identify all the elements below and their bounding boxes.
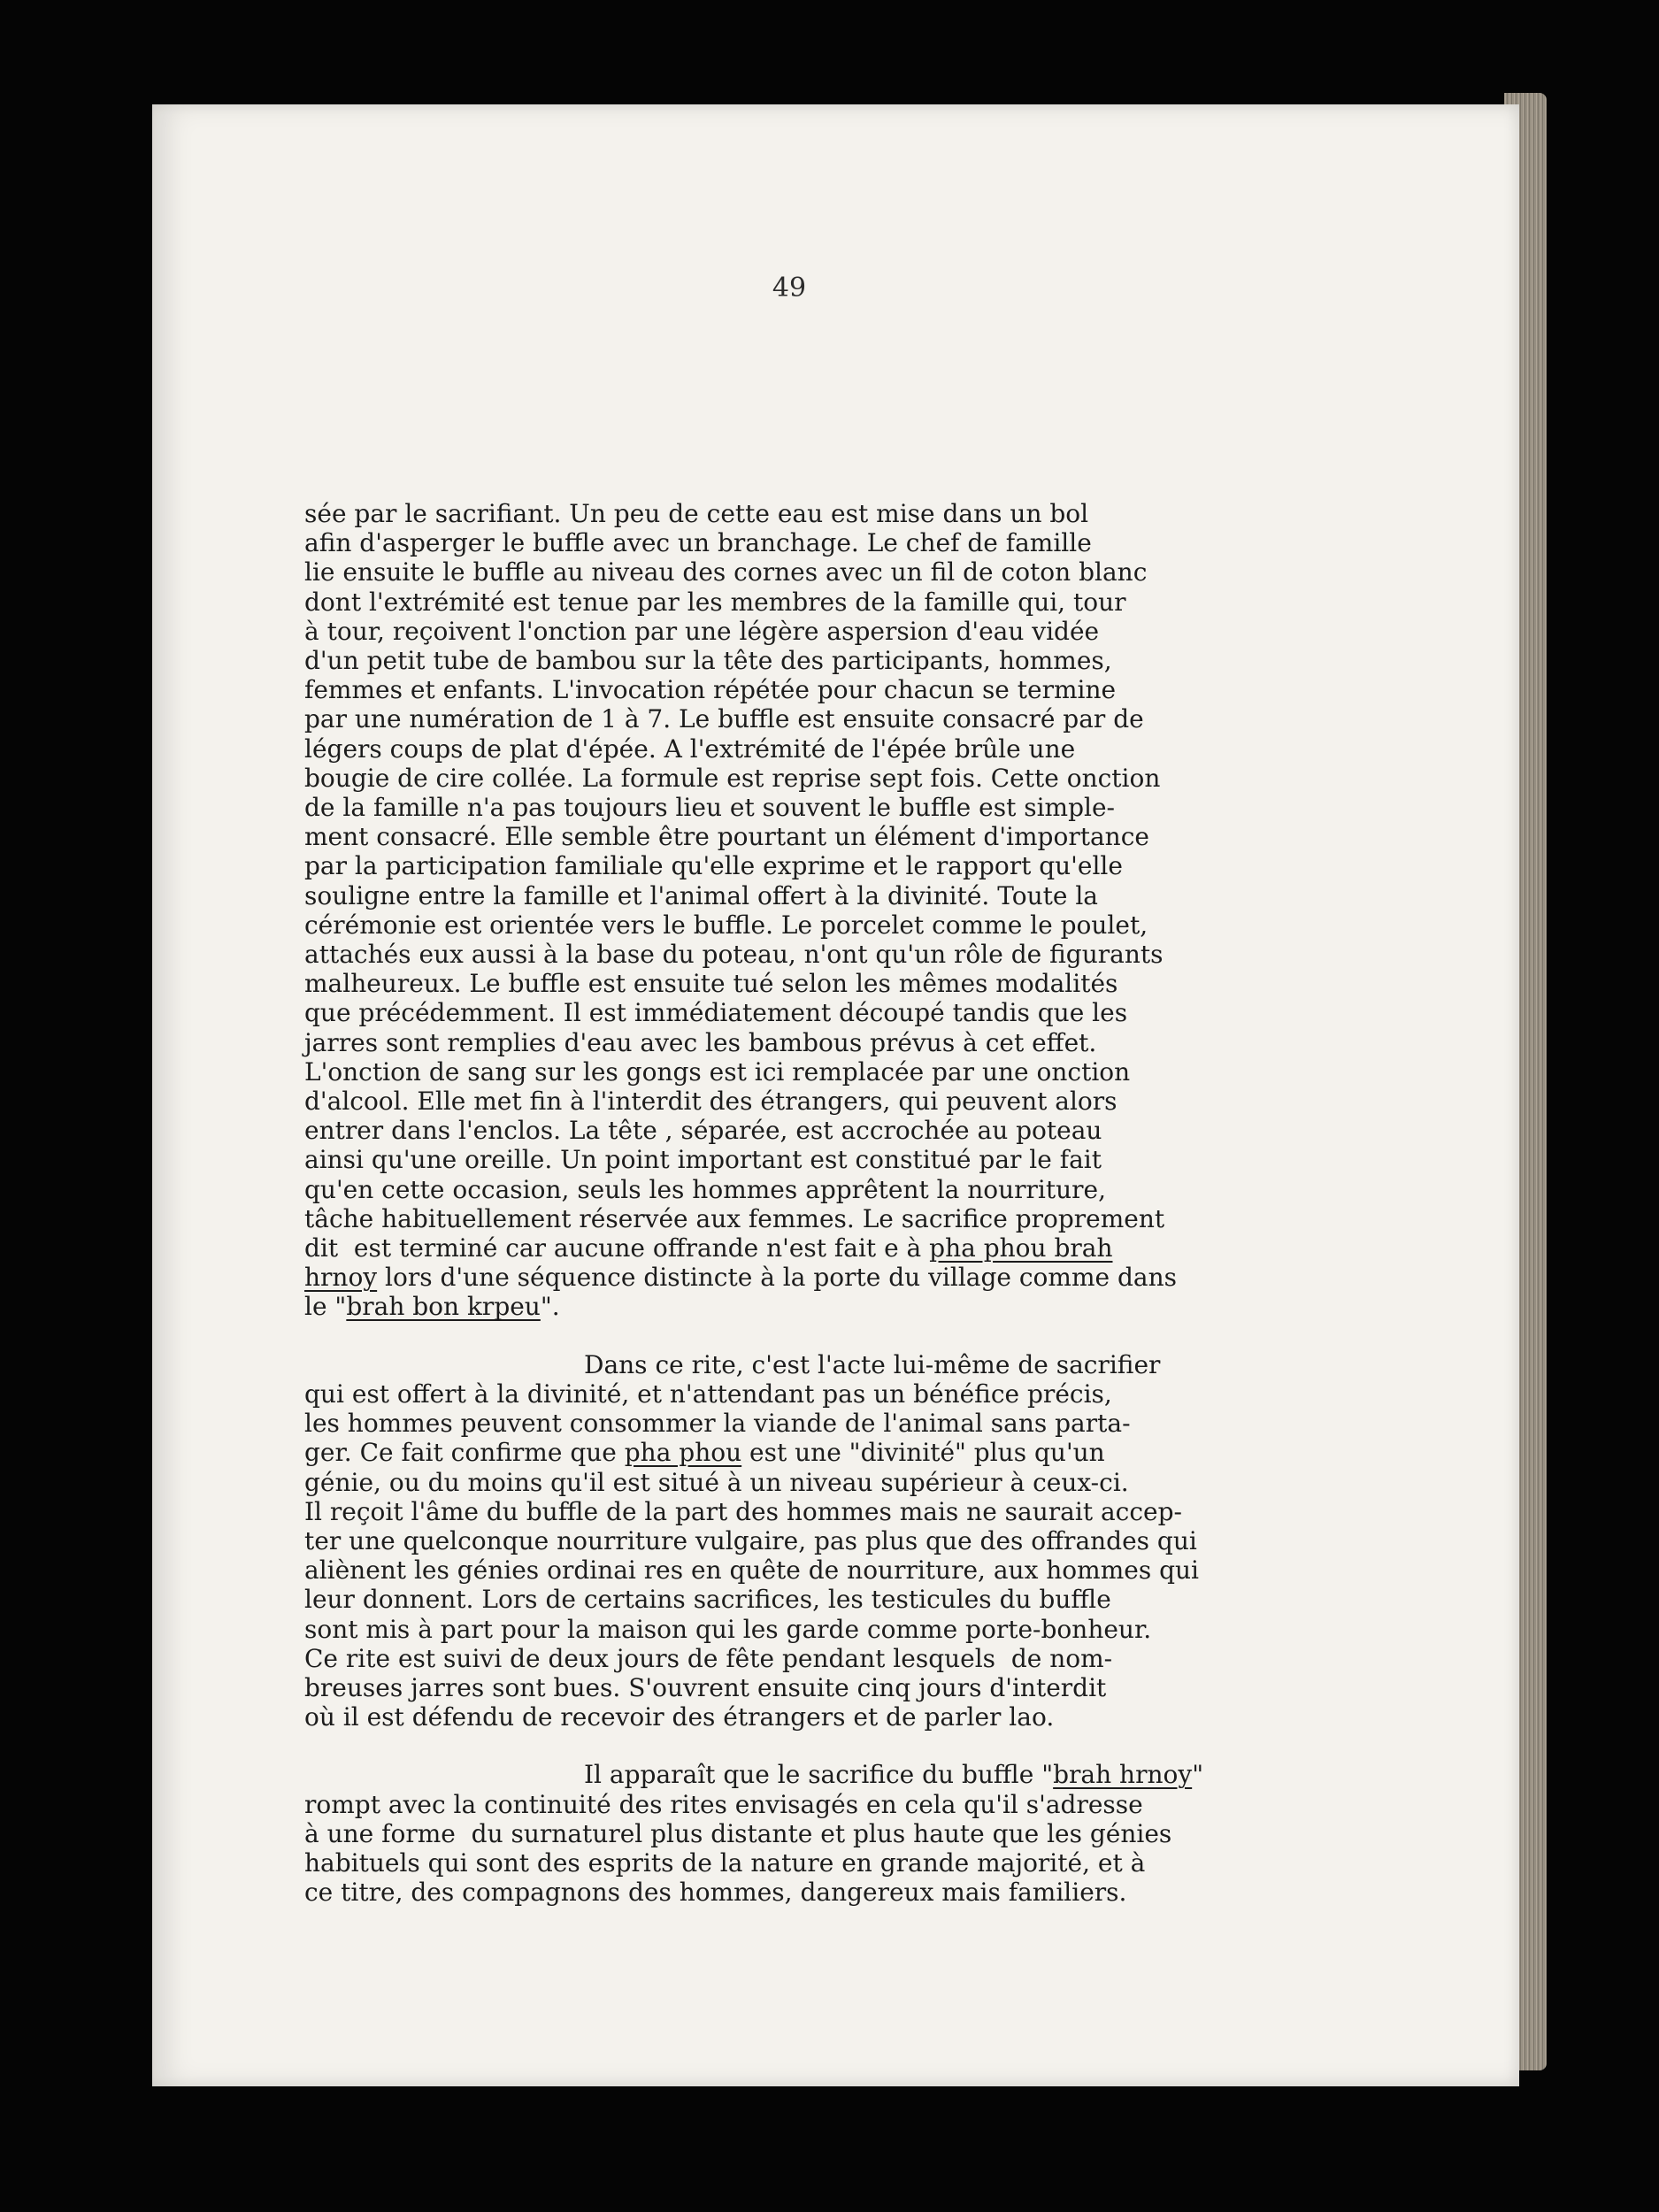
text-segment: afin d'asperger le buffle avec un branchage. Le chef de famille: [304, 528, 1092, 558]
text-segment: légers coups de plat d'épée. A l'extrémité de l'épée brûle une: [304, 733, 1076, 764]
text-line: [304, 675, 1508, 704]
text-line: [304, 881, 1508, 910]
text-segment: entrer dans l'enclos. La tête , séparée, est accrochée au poteau: [304, 1116, 1102, 1146]
text-line: [304, 1760, 1508, 1789]
text-line: [304, 1292, 1508, 1321]
text-segment: leur donnent. Lors de certains sacrifices, les testicules du buffle: [304, 1585, 1111, 1615]
text-line: [304, 1526, 1508, 1555]
text-line: [304, 1438, 1508, 1467]
text-segment: à tour, reçoivent l'onction par une légère aspersion d'eau vidée: [304, 616, 1100, 646]
text-segment: où il est défendu de recevoir des étrangers et de parler lao.: [304, 1702, 1055, 1732]
text-line: [304, 1379, 1508, 1409]
paragraph-gap: [304, 1322, 1508, 1350]
text-segment: ": [1192, 1760, 1204, 1790]
text-line: [304, 910, 1508, 940]
underlined-term: brah bon krpeu: [346, 1292, 541, 1322]
text-line: [304, 1145, 1508, 1174]
text-segment: par la participation familiale qu'elle exprime et le rapport qu'elle: [304, 851, 1123, 881]
text-line: [304, 1057, 1508, 1087]
text-line: [304, 1087, 1508, 1116]
text-segment: est une "divinité" plus qu'un: [741, 1438, 1105, 1468]
text-segment: Dans ce rite, c'est l'acte lui-même de sacrifier: [584, 1349, 1161, 1379]
text-segment: les hommes peuvent consommer la viande de l'animal sans parta-: [304, 1409, 1131, 1439]
text-line: [304, 557, 1508, 587]
text-line: [304, 528, 1508, 557]
text-segment: jarres sont remplies d'eau avec les bambous prévus à cet effet.: [304, 1027, 1097, 1057]
paragraph: [304, 1760, 1508, 1907]
text-line: [304, 1263, 1508, 1292]
text-segment: de la famille n'a pas toujours lieu et souvent le buffle est simple-: [304, 793, 1116, 823]
text-segment: attachés eux aussi à la base du poteau, n'ont qu'un rôle de figurants: [304, 940, 1164, 970]
text-segment: aliènent les génies ordinai res en quête de nourriture, aux hommes qui: [304, 1555, 1200, 1586]
underlined-term: pha phou brah: [929, 1233, 1113, 1263]
text-line: [304, 1116, 1508, 1145]
text-line: [304, 646, 1508, 675]
text-line: [304, 1175, 1508, 1204]
underlined-term: hrnoy: [304, 1263, 378, 1293]
text-segment: ger. Ce fait confirme que: [304, 1438, 625, 1468]
text-line: [304, 1585, 1508, 1614]
text-segment: femmes et enfants. L'invocation répétée pour chacun se termine: [304, 675, 1117, 705]
text-line: [304, 822, 1508, 851]
text-segment: Il apparaît que le sacrifice du buffle ": [584, 1760, 1054, 1790]
underlined-term: brah hrnoy: [1053, 1760, 1193, 1790]
text-segment: d'alcool. Elle met fin à l'interdit des étrangers, qui peuvent alors: [304, 1087, 1118, 1117]
text-segment: souligne entre la famille et l'animal offert à la divinité. Toute la: [304, 880, 1098, 910]
body-text: [304, 499, 1508, 1907]
text-line: [304, 1204, 1508, 1233]
text-line: [304, 1878, 1508, 1907]
text-line: [304, 998, 1508, 1027]
text-line: [304, 1028, 1508, 1057]
text-segment: dont l'extrémité est tenue par les membres de la famille qui, tour: [304, 587, 1126, 617]
text-line: [304, 764, 1508, 793]
text-line: [304, 940, 1508, 969]
text-segment: ce titre, des compagnons des hommes, dangereux mais familiers.: [304, 1878, 1127, 1908]
text-segment: rompt avec la continuité des rites envisagés en cela qu'il s'adresse: [304, 1789, 1143, 1819]
text-segment: L'onction de sang sur les gongs est ici remplacée par une onction: [304, 1056, 1131, 1087]
text-line: [304, 1790, 1508, 1819]
text-segment: ainsi qu'une oreille. Un point important est constitué par le fait: [304, 1145, 1102, 1175]
text-line: [304, 734, 1508, 764]
text-line: [304, 617, 1508, 646]
text-line: [304, 793, 1508, 822]
text-line: [304, 1673, 1508, 1702]
text-segment: Il reçoit l'âme du buffle de la part des hommes mais ne saurait accep-: [304, 1496, 1182, 1526]
text-line: [304, 1644, 1508, 1673]
text-line: [304, 1468, 1508, 1497]
book-page: [152, 104, 1519, 2086]
text-line: [304, 1848, 1508, 1878]
text-line: [304, 588, 1508, 617]
text-segment: cérémonie est orientée vers le buffle. Le porcelet comme le poulet,: [304, 910, 1148, 940]
text-segment: que précédemment. Il est immédiatement découpé tandis que les: [304, 998, 1128, 1028]
text-line: [304, 851, 1508, 880]
text-line: [304, 1350, 1508, 1379]
text-segment: bougie de cire collée. La formule est reprise sept fois. Cette onction: [304, 763, 1161, 793]
text-segment: ter une quelconque nourriture vulgaire, pas plus que des offrandes qui: [304, 1525, 1197, 1555]
text-line: [304, 1233, 1508, 1263]
text-line: [304, 1702, 1508, 1732]
paragraph: [304, 499, 1508, 1322]
text-line: [304, 499, 1508, 528]
page-number: 49: [772, 273, 807, 303]
text-segment: lie ensuite le buffle au niveau des cornes avec un fil de coton blanc: [304, 557, 1148, 588]
text-segment: sont mis à part pour la maison qui les garde comme porte-bonheur.: [304, 1614, 1152, 1644]
text-segment: breuses jarres sont bues. S'ouvrent ensuite cinq jours d'interdit: [304, 1672, 1107, 1702]
text-segment: dit est terminé car aucune offrande n'est fait e à: [304, 1233, 930, 1263]
text-line: [304, 1819, 1508, 1848]
paragraph: [304, 1350, 1508, 1732]
text-segment: par une numération de 1 à 7. Le buffle est ensuite consacré par de: [304, 704, 1144, 734]
text-segment: Ce rite est suivi de deux jours de fête pendant lesquels de nom-: [304, 1643, 1113, 1673]
text-line: [304, 1615, 1508, 1644]
text-segment: qu'en cette occasion, seuls les hommes apprêtent la nourriture,: [304, 1174, 1106, 1204]
text-segment: génie, ou du moins qu'il est situé à un niveau supérieur à ceux-ci.: [304, 1467, 1129, 1497]
text-line: [304, 704, 1508, 733]
text-segment: lors d'une séquence distincte à la porte du village comme dans: [377, 1263, 1178, 1293]
text-segment: habituels qui sont des esprits de la nature en grande majorité, et à: [304, 1847, 1146, 1878]
text-segment: sée par le sacrifiant. Un peu de cette eau est mise dans un bol: [304, 499, 1089, 528]
text-segment: à une forme du surnaturel plus distante et plus haute que les génies: [304, 1818, 1172, 1848]
paragraph-gap: [304, 1732, 1508, 1760]
underlined-term: pha phou: [624, 1438, 742, 1468]
text-segment: le ": [304, 1292, 347, 1322]
text-segment: qui est offert à la divinité, et n'attendant pas un bénéfice précis,: [304, 1379, 1112, 1409]
text-line: [304, 1409, 1508, 1438]
text-line: [304, 969, 1508, 998]
text-segment: tâche habituellement réservée aux femmes. Le sacrifice proprement: [304, 1203, 1165, 1233]
text-segment: malheureux. Le buffle est ensuite tué selon les mêmes modalités: [304, 969, 1118, 999]
text-segment: ".: [540, 1292, 560, 1322]
text-segment: d'un petit tube de bambou sur la tête des participants, hommes,: [304, 646, 1112, 676]
text-line: [304, 1555, 1508, 1585]
text-line: [304, 1497, 1508, 1526]
text-segment: ment consacré. Elle semble être pourtant un élément d'importance: [304, 822, 1149, 852]
